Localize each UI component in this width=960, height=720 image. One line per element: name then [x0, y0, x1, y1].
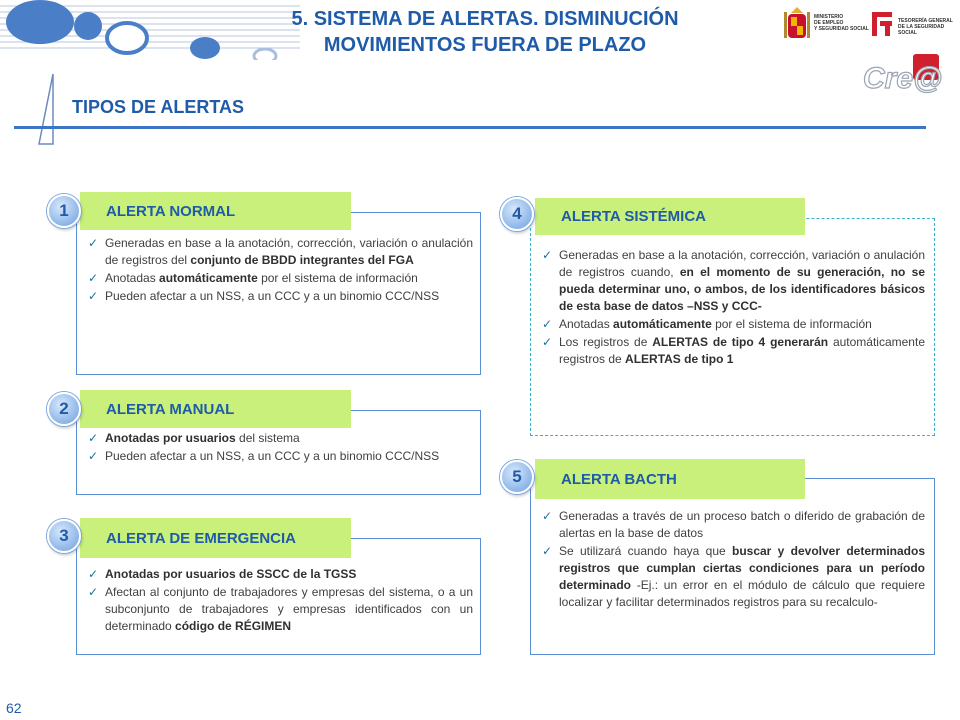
checkmark-icon: ✓ [88, 289, 99, 303]
card-1-header [80, 192, 351, 230]
card-2-number-badge: 2 [47, 392, 81, 426]
text-segment: del sistema [235, 431, 300, 445]
list-item [542, 316, 925, 333]
card-5-header [535, 459, 805, 499]
bold-text: ALERTAS de tipo 4 generarán [652, 335, 829, 349]
checkmark-icon: ✓ [88, 431, 99, 445]
coat-of-arms-icon [782, 6, 812, 44]
text-segment: por el sistema de información [257, 271, 418, 285]
title-line-1: 5. SISTEMA DE ALERTAS. DISMINUCIÓN [291, 8, 679, 30]
checkmark-icon: ✓ [542, 317, 553, 331]
text-segment: Generadas a través de un proceso batch o diferido de grabación de alertas en la base de datos [559, 509, 925, 540]
bold-text: buscar y devolver determinados registros que cumplan ciertas condiciones para un período determinado [559, 544, 926, 592]
tgss-logo [870, 6, 955, 46]
text-segment: -Ej.: un error en el módulo de cálculo que requiere localizar y facilitar determinados registros para su recalculo- [559, 578, 925, 609]
checkmark-icon: ✓ [542, 335, 553, 349]
card-4-number-badge: 4 [500, 197, 534, 231]
card-5-number-badge: 5 [500, 460, 534, 494]
bold-text: Anotadas por usuarios [105, 431, 236, 445]
card-3-header [80, 518, 351, 558]
list-item [88, 566, 473, 583]
checkmark-icon: ✓ [88, 271, 99, 285]
list-item [542, 334, 925, 368]
card-2-header [80, 390, 351, 428]
bold-text: conjunto de BBDD integrantes del FGA [190, 253, 414, 267]
list-item [542, 543, 925, 611]
checkmark-icon: ✓ [88, 567, 99, 581]
page-title [235, 6, 735, 58]
list-item [88, 288, 473, 305]
bold-text: automáticamente [613, 317, 712, 331]
text-segment: Generadas en base a la anotación, corrección, variación o anulación de registros cuando, [559, 248, 925, 279]
checkmark-icon: ✓ [542, 248, 553, 262]
text-segment: Generadas en base a la anotación, corrección, variación o anulación de registros del [105, 236, 473, 267]
text-segment: Pueden afectar a un NSS, a un CCC y a un binomio CCC/NSS [105, 289, 440, 303]
ministerio-logo [780, 6, 870, 46]
card-2-title: ALERTA MANUAL [106, 400, 235, 418]
section-divider [14, 126, 926, 129]
list-item [542, 247, 925, 315]
text-segment: automáticamente registros de [559, 335, 925, 366]
checkmark-icon: ✓ [542, 509, 553, 523]
list-item [542, 508, 925, 542]
bold-text: ALERTAS de tipo 1 [625, 352, 734, 366]
checkmark-icon: ✓ [88, 236, 99, 250]
card-4-title: ALERTA SISTÉMICA [561, 208, 706, 225]
cret-logo-text: Cre@ [863, 62, 943, 95]
card-2-list [88, 430, 473, 466]
card-4-list [542, 247, 925, 369]
list-item [88, 270, 473, 287]
ministerio-text: MINISTERIO DE EMPLEO Y SEGURIDAD SOCIAL [814, 14, 869, 32]
card-3-number-badge: 3 [47, 519, 81, 553]
tgss-text: TESORERÍA GENERAL DE LA SEGURIDAD SOCIAL [898, 18, 953, 36]
card-3-list [88, 566, 473, 636]
checkmark-icon: ✓ [88, 449, 99, 463]
logos [780, 4, 955, 96]
text-segment: Pueden afectar a un NSS, a un CCC y a un binomio CCC/NSS [105, 449, 440, 463]
title-line-2: MOVIMIENTOS FUERA DE PLAZO [323, 34, 647, 56]
card-1-list [88, 235, 473, 306]
section-subtitle: TIPOS DE ALERTAS [72, 97, 245, 117]
list-item [88, 448, 473, 465]
bold-text: en el momento de su generación, no se pueda determinar uno, o ambos, de los identificadores básicos de esta base de datos –NSS y CCC- [559, 265, 925, 313]
bold-text: automáticamente [159, 271, 258, 285]
page-number: 62 [6, 700, 22, 716]
card-3-title: ALERTA DE EMERGENCIA [106, 529, 297, 547]
text-segment: Afectan al conjunto de trabajadores y empresas del sistema, o a un subconjunto de trabajadores y empresas identificados con un determinado [105, 585, 473, 633]
decorative-triangle [36, 72, 56, 146]
checkmark-icon: ✓ [88, 585, 99, 599]
checkmark-icon: ✓ [542, 544, 553, 558]
cret-logo [855, 52, 955, 96]
cret-logo-icon [855, 52, 955, 96]
card-1-number-badge: 1 [47, 194, 81, 228]
list-item [88, 235, 473, 269]
text-segment: Anotadas [559, 317, 614, 331]
card-5-title: ALERTA BACTH [561, 470, 677, 488]
text-segment: Anotadas [105, 271, 160, 285]
tgss-mark-icon [872, 12, 894, 36]
card-1-title: ALERTA NORMAL [106, 202, 236, 220]
bold-text: Anotadas por usuarios de SSCC de la TGSS [105, 567, 357, 581]
list-item [88, 430, 473, 447]
list-item [88, 584, 473, 635]
bold-text: código de RÉGIMEN [175, 619, 292, 633]
text-segment: Se utilizará cuando haya que [559, 544, 732, 558]
card-4-header [535, 198, 805, 235]
card-5-list [542, 508, 925, 612]
text-segment: Los registros de [559, 335, 653, 349]
text-segment: por el sistema de información [711, 317, 872, 331]
